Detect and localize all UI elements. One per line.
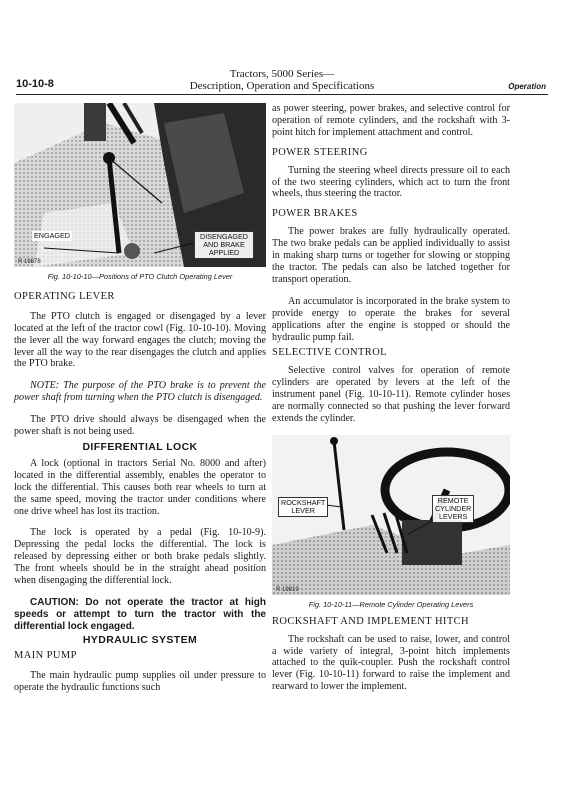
callout-disengaged-line1: DISENGAGED [200, 232, 248, 241]
header-subtitle: Description, Operation and Specifications [189, 80, 375, 92]
callout-disengaged-line3: APPLIED [208, 248, 240, 257]
callout-remote-line1: REMOTE [437, 495, 469, 505]
paragraph-operating-lever-2: The PTO drive should always be disengaged when the power shaft is not being used. [14, 414, 266, 438]
figure-pto-lever-photo [14, 103, 266, 267]
paragraph-differential-lock-2: The lock is operated by a pedal (Fig. 10-10-9). Depressing the pedal locks the differential. The lock is released by depressing either or both brake pedals slightly. The front wheels should be in the straight ahead position when disengaging the differential lock. [14, 527, 266, 587]
heading-selective-control: SELECTIVE CONTROL [272, 347, 387, 359]
figure-marker: R 19878 [18, 259, 41, 265]
paragraph-power-steering: Turning the steering wheel directs pressure oil to each of the two steering cylinders, which act to turn the front wheels, thus steering the tractor. [272, 164, 510, 200]
callout-engaged: ENGAGED [34, 231, 70, 240]
callout-disengaged-line2: AND BRAKE [203, 240, 245, 249]
left-column [14, 103, 266, 694]
callout-remote-line2: CYLINDER [435, 503, 472, 513]
paragraph-main-pump: The main hydraulic pump supplies oil under pressure to operate the hydraulic functions such [14, 670, 266, 694]
header-title: Tractors, 5000 Series— [229, 68, 335, 80]
paragraph-differential-lock-1: A lock (optional in tractors Serial No. 8000 and after) located in the differential assembly, enables the operator to lock the differential. This causes both rear wheels to turn at the same speed, moving the tractor under conditions where one drive wheel has lost its traction. [14, 457, 266, 517]
caution-differential-lock: CAUTION: Do not operate the tractor at high speeds or attempt to turn the tractor with the differential lock engaged. [14, 596, 266, 632]
heading-differential-lock: DIFFERENTIAL LOCK [82, 440, 198, 453]
figure-remote-cylinder-photo [272, 435, 510, 595]
figure-caption-remote-cylinder: Fig. 10-10-11—Remote Cylinder Operating Levers [308, 599, 474, 609]
figure-caption-pto: Fig. 10-10-10—Positions of PTO Clutch Operating Lever [47, 272, 233, 281]
page-number: 10-10-8 [16, 78, 54, 90]
running-header [16, 68, 548, 95]
paragraph-hydraulic-functions: as power steering, power brakes, and selective control for operation of remote cylinders, and the rockshaft with 3-point hitch for implement attachment and control. [272, 103, 510, 138]
callout-disengaged [194, 231, 254, 259]
callout-remote-line3: LEVERS [438, 511, 468, 521]
note-pto-brake: NOTE: The purpose of the PTO brake is to prevent the power shaft from turning when the PTO clutch is disengaged. [14, 380, 266, 404]
callout-rockshaft-line1: ROCKSHAFT [281, 497, 326, 507]
section-label: Operation [508, 82, 546, 91]
paragraph-selective-control: Selective control valves for operation of remote cylinders are operated by levers at the left of the instrument panel (Fig. 10-10-11). Remote cylinder hoses are normally connected so that pushing the lever forward extends the cylinder. [272, 365, 510, 424]
paragraph-power-brakes-2: An accumulator is incorporated in the brake system to provide energy to operate the brakes for several applications after the engine is stopped or should the hydraulic pump fail. [272, 295, 510, 343]
callout-remote-cylinder-levers [432, 495, 474, 523]
heading-main-pump: MAIN PUMP [14, 650, 77, 662]
heading-rockshaft: ROCKSHAFT AND IMPLEMENT HITCH [272, 615, 470, 627]
heading-hydraulic-system: HYDRAULIC SYSTEM [82, 634, 198, 647]
callout-rockshaft-line2: LEVER [291, 505, 315, 515]
figure-marker-2: R 19819 [276, 586, 299, 593]
paragraph-operating-lever-1: The PTO clutch is engaged or disengaged by a lever located at the left of the tractor cowl (Fig. 10-10-10). Moving the lever all the way forward engages the clutch; moving the lever all the way to the rear disengages the clutch and applies the PTO brake. [14, 310, 266, 370]
heading-power-brakes: POWER BRAKES [272, 208, 358, 220]
heading-power-steering: POWER STEERING [272, 146, 368, 158]
paragraph-power-brakes-1: The power brakes are fully hydraulically operated. The two brake pedals can be applied individually to assist in making sharp turns or together for slowing or stopping the tractor. The pedals can also be latched together for transport operation. [272, 226, 510, 285]
right-column [272, 103, 510, 693]
callout-rockshaft-lever [278, 497, 328, 517]
heading-operating-lever: OPERATING LEVER [14, 290, 115, 302]
paragraph-rockshaft: The rockshaft can be used to raise, lower, and control a wide variety of integral, 3-point hitch implements attached to the quik-coupler. Push the rockshaft control lever (Fig. 10-10-11) forward to raise the implement and rearward to lower the implement. [272, 633, 510, 693]
